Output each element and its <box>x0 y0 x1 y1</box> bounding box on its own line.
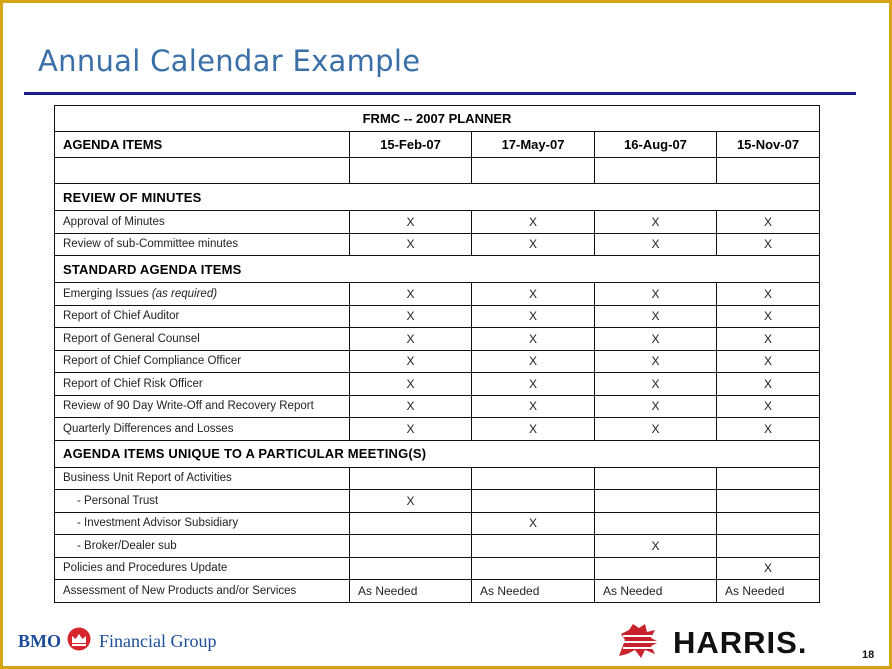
row-mark: X <box>350 283 472 306</box>
page-number: 18 <box>862 649 875 661</box>
section-row <box>55 256 820 283</box>
row-mark: X <box>350 328 472 351</box>
column-header-agenda: AGENDA ITEMS <box>55 132 350 158</box>
row-mark: As Needed <box>595 580 717 603</box>
table-row <box>55 418 820 441</box>
table-row <box>55 373 820 396</box>
row-mark <box>350 535 472 558</box>
row-label: Quarterly Differences and Losses <box>55 418 350 441</box>
row-mark: X <box>350 233 472 256</box>
row-mark: X <box>472 512 595 535</box>
row-label: Assessment of New Products and/or Services <box>55 580 350 603</box>
row-label-note: (as required) <box>151 287 218 300</box>
row-mark: X <box>717 557 820 580</box>
row-mark: X <box>595 211 717 234</box>
row-mark <box>472 535 595 558</box>
bmo-logo <box>18 627 216 655</box>
table-row <box>55 328 820 351</box>
table-caption-row <box>55 106 820 132</box>
row-mark: X <box>350 418 472 441</box>
row-mark <box>595 557 717 580</box>
row-mark: X <box>595 395 717 418</box>
section-title: STANDARD AGENDA ITEMS <box>55 256 820 283</box>
empty-cell <box>55 158 350 184</box>
table-row <box>55 395 820 418</box>
row-mark: X <box>350 373 472 396</box>
harris-logo-text: HARRIS. <box>673 624 808 660</box>
table-row <box>55 233 820 256</box>
table-row <box>55 535 820 558</box>
row-mark: X <box>350 211 472 234</box>
bmo-logo-text: BMO <box>18 630 61 651</box>
row-mark: X <box>472 418 595 441</box>
row-mark: X <box>595 350 717 373</box>
row-mark: As Needed <box>472 580 595 603</box>
bmo-roundel-icon <box>67 627 91 656</box>
planner-table <box>54 105 820 603</box>
table-row <box>55 467 820 490</box>
row-mark: X <box>472 305 595 328</box>
table-row <box>55 305 820 328</box>
row-mark <box>595 490 717 513</box>
row-label: Review of sub-Committee minutes <box>55 233 350 256</box>
row-mark <box>717 490 820 513</box>
table-row <box>55 350 820 373</box>
section-title: AGENDA ITEMS UNIQUE TO A PARTICULAR MEETING(S) <box>55 440 820 467</box>
row-mark: X <box>717 395 820 418</box>
row-mark: X <box>717 418 820 441</box>
table-row <box>55 211 820 234</box>
harris-lion-icon <box>615 620 665 665</box>
table-row <box>55 512 820 535</box>
row-mark: X <box>595 418 717 441</box>
row-mark: X <box>595 373 717 396</box>
row-mark: X <box>472 395 595 418</box>
row-mark <box>350 467 472 490</box>
row-mark: X <box>350 305 472 328</box>
row-mark: As Needed <box>717 580 820 603</box>
row-mark: X <box>472 283 595 306</box>
row-mark: X <box>595 328 717 351</box>
empty-cell <box>472 158 595 184</box>
row-mark <box>350 512 472 535</box>
row-mark: X <box>595 305 717 328</box>
row-label: - Investment Advisor Subsidiary <box>55 512 350 535</box>
title-divider <box>24 92 856 95</box>
row-label: Report of Chief Compliance Officer <box>55 350 350 373</box>
row-mark <box>350 557 472 580</box>
column-header-date: 17-May-07 <box>472 132 595 158</box>
section-row <box>55 440 820 467</box>
row-label: Approval of Minutes <box>55 211 350 234</box>
row-mark <box>595 467 717 490</box>
row-mark: X <box>472 211 595 234</box>
row-mark: X <box>717 283 820 306</box>
row-label: Business Unit Report of Activities <box>55 467 350 490</box>
row-mark: X <box>595 233 717 256</box>
page-title: Annual Calendar Example <box>38 44 421 78</box>
row-mark <box>472 467 595 490</box>
row-mark: X <box>717 211 820 234</box>
empty-cell <box>717 158 820 184</box>
table-header-row <box>55 132 820 158</box>
empty-row <box>55 158 820 184</box>
empty-cell <box>350 158 472 184</box>
row-mark <box>472 557 595 580</box>
row-mark: X <box>595 283 717 306</box>
table-row <box>55 580 820 603</box>
row-mark: X <box>717 373 820 396</box>
row-mark <box>472 490 595 513</box>
row-label-text: Emerging Issues <box>63 287 152 300</box>
row-label: - Broker/Dealer sub <box>55 535 350 558</box>
row-label <box>55 283 350 306</box>
section-row <box>55 184 820 211</box>
row-mark: X <box>350 395 472 418</box>
empty-cell <box>595 158 717 184</box>
row-mark: X <box>717 233 820 256</box>
row-mark: X <box>717 305 820 328</box>
column-header-date: 16-Aug-07 <box>595 132 717 158</box>
row-mark: X <box>472 373 595 396</box>
row-mark: X <box>350 490 472 513</box>
row-label: Report of General Counsel <box>55 328 350 351</box>
table-row <box>55 557 820 580</box>
row-mark <box>595 512 717 535</box>
section-title: REVIEW OF MINUTES <box>55 184 820 211</box>
row-mark: As Needed <box>350 580 472 603</box>
row-mark: X <box>472 233 595 256</box>
row-label: Review of 90 Day Write-Off and Recovery Report <box>55 395 350 418</box>
table-caption: FRMC -- 2007 PLANNER <box>55 106 820 132</box>
row-label: Report of Chief Auditor <box>55 305 350 328</box>
table-row <box>55 283 820 306</box>
row-mark: X <box>595 535 717 558</box>
column-header-date: 15-Feb-07 <box>350 132 472 158</box>
row-mark: X <box>472 328 595 351</box>
row-mark: X <box>717 350 820 373</box>
row-label: Policies and Procedures Update <box>55 557 350 580</box>
row-mark <box>717 512 820 535</box>
row-label: - Personal Trust <box>55 490 350 513</box>
row-label: Report of Chief Risk Officer <box>55 373 350 396</box>
row-mark <box>717 535 820 558</box>
row-mark <box>717 467 820 490</box>
table-row <box>55 490 820 513</box>
row-mark: X <box>717 328 820 351</box>
bmo-logo-subtext: Financial Group <box>99 630 217 651</box>
row-mark: X <box>472 350 595 373</box>
harris-logo <box>615 620 807 665</box>
column-header-date: 15-Nov-07 <box>717 132 820 158</box>
row-mark: X <box>350 350 472 373</box>
